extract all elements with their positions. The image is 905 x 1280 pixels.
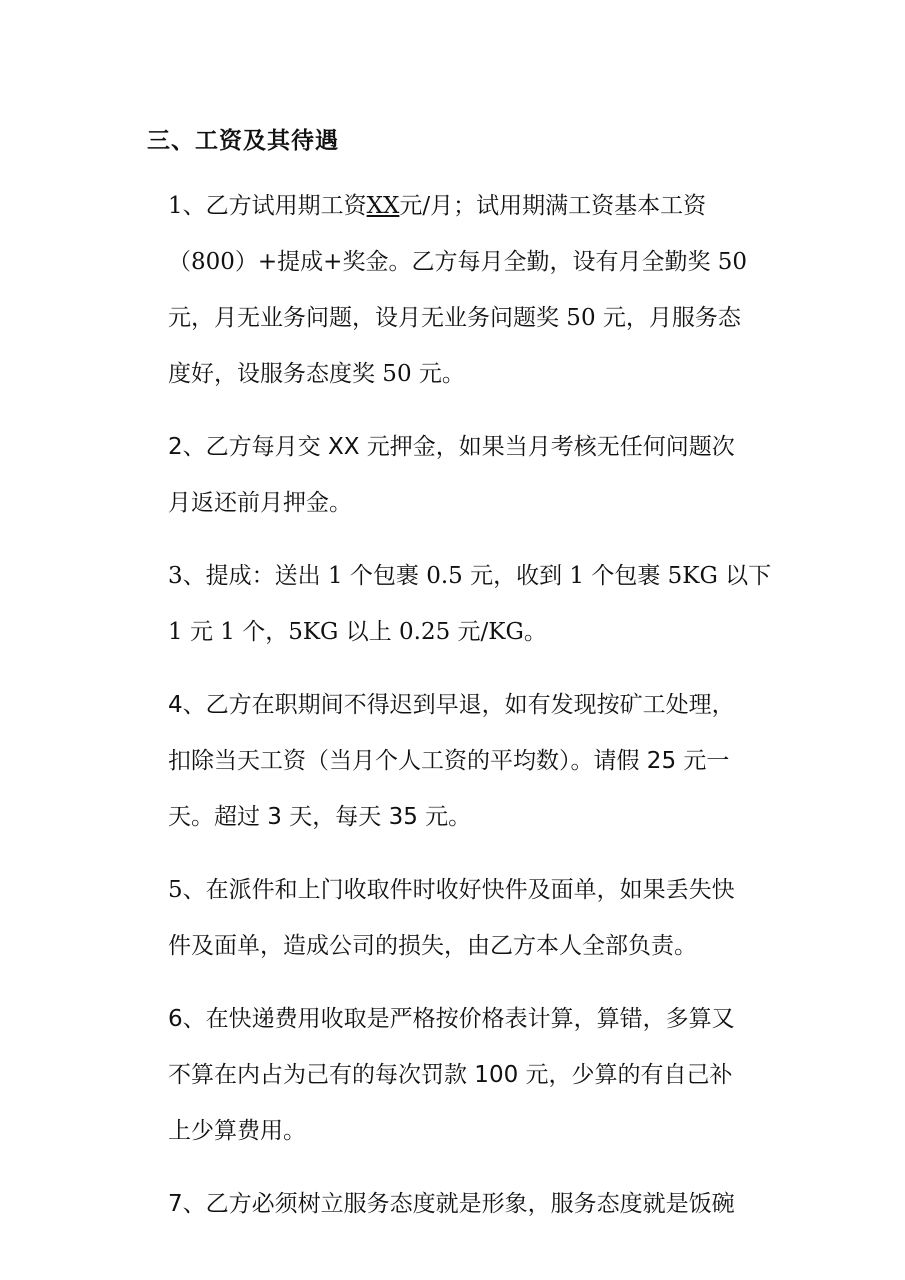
salary-terms-list (168, 178, 776, 1249)
text-line: 7、乙方必须树立服务态度就是形象，服务态度就是饭碗 (168, 1191, 735, 1217)
list-item (168, 677, 776, 845)
text-line: 不算在内占为己有的每次罚款 100 元，少算的有自己补 (168, 1062, 733, 1088)
text-line: 1 元 1 个，5KG 以上 0.25 元/KG。 (168, 619, 547, 645)
list-item (168, 548, 776, 660)
list-item (168, 862, 776, 974)
text-line: 天。超过 3 天，每天 35 元。 (168, 804, 472, 830)
text-line: 5、在派件和上门收取件时收好快件及面单，如果丢失快 (168, 877, 735, 903)
text-line: 上少算费用。 (168, 1118, 306, 1144)
text-line: 件及面单，造成公司的损失，由乙方本人全部负责。 (168, 933, 697, 959)
text-line: 度好，设服务态度奖 50 元。 (168, 361, 465, 387)
text-line: 3、提成：送出 1 个包裹 0.5 元，收到 1 个包裹 5KG 以下 (168, 563, 772, 589)
text-line: 2、乙方每月交 XX 元押金，如果当月考核无任何问题次 (168, 434, 735, 460)
list-item (168, 178, 776, 402)
list-item (168, 419, 776, 531)
text-line: （800）+提成+奖金。乙方每月全勤，设有月全勤奖 50 (168, 249, 748, 275)
text-line: 扣除当天工资（当月个人工资的平均数）。请假 25 元一 (168, 748, 730, 774)
section-heading: 三、工资及其待遇 (147, 128, 339, 154)
text-line: 元，月无业务问题，设月无业务问题奖 50 元，月服务态 (168, 305, 741, 331)
text-line: 1、乙方试用期工资XX元/月；试用期满工资基本工资 (168, 193, 707, 219)
text-line: 月返还前月押金。 (168, 490, 352, 516)
text-line: 4、乙方在职期间不得迟到早退，如有发现按矿工处理， (168, 692, 735, 718)
list-item (168, 1176, 776, 1232)
text-line: 6、在快递费用收取是严格按价格表计算，算错，多算又 (168, 1006, 735, 1032)
list-item (168, 991, 776, 1159)
underlined-placeholder: XX (366, 193, 400, 219)
